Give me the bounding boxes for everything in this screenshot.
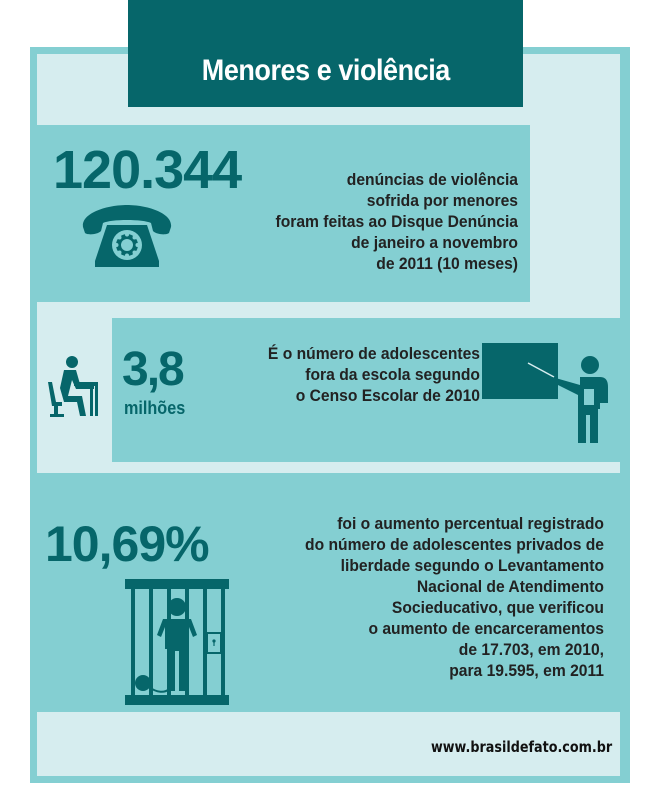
title-banner [128,0,523,107]
section-complaints [37,125,530,302]
out-of-school-unit: milhões [124,398,186,418]
student-at-desk-icon [46,356,102,420]
source-link[interactable]: www.brasildefato.com.br [430,738,612,756]
section-out-of-school [112,318,630,462]
complaints-description: denúncias de violência sofrida por menores foram feitas ao Disque Denúncia de janeiro a novembro de 2011 (10 meses) [275,170,518,273]
section-incarceration [37,473,620,712]
teacher-at-blackboard-icon [482,343,612,443]
incarceration-description: foi o aumento percentual registrado do número de adolescentes privados de liberdade segundo o Levantamento Nacional de Atendimento Socieducativo, que verificou o aumento de encarceramentos de 17.703, em 2010, para 19.595, em 2011 [305,514,604,680]
out-of-school-description: É o número de adolescentes fora da escola segundo o Censo Escolar de 2010 [267,344,480,405]
page-title: Menores e violência [201,53,450,87]
incarceration-figure: 10,69% [45,516,209,572]
prisoner-behind-bars-icon [125,579,229,705]
complaints-figure: 120.344 [53,140,242,200]
out-of-school-figure: 3,8 [122,343,183,396]
